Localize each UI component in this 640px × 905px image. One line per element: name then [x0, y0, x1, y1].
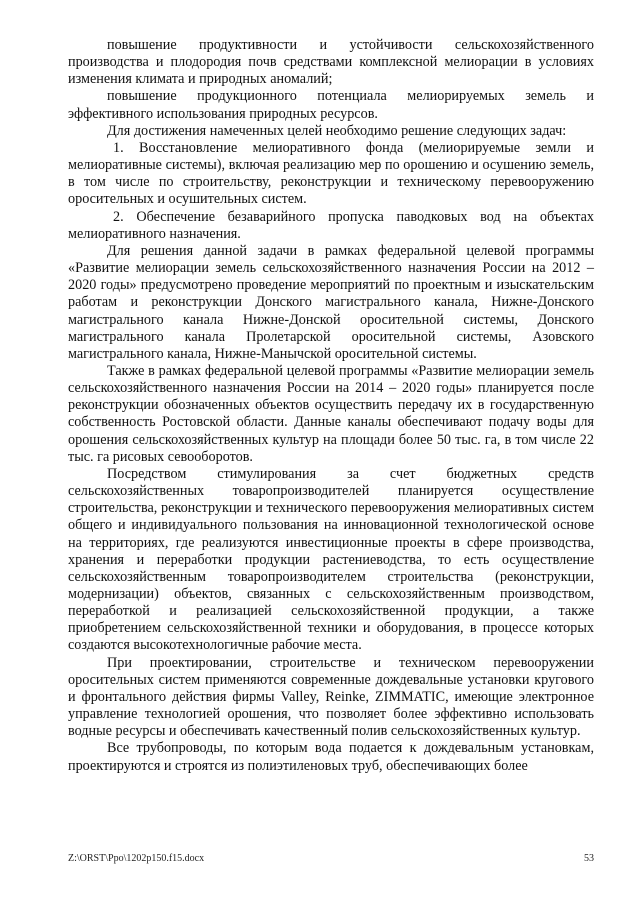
- paragraph-task-2: 2. Обеспечение безаварийного пропуска паводковых вод на объектах мелиоративного назначения.: [68, 208, 594, 242]
- paragraph-goal-potential: повышение продукционного потенциала мелиорируемых земель и эффективного использования природных ресурсов.: [68, 88, 594, 122]
- paragraph-federal-program-2012: Для решения данной задачи в рамках федеральной целевой программы «Развитие мелиорации земель сельскохозяйственного назначения России на 2012 – 2020 годы» предусмотрено проведение мероприятий по проектным и изыскательским работам и реконструкции Донского магистрального канала, Нижне-Донского магистрального канала Нижне-Донской оросительной системы, Донского магистрального канала Пролетарской оросительной системы, Азовского магистрального канала, Нижне-Манычской оросительной системы.: [68, 242, 594, 362]
- paragraph-goal-productivity: повышение продуктивности и устойчивости сельскохозяйственного производства и плодородия почв средствами комплексной мелиорации в условиях изменения климата и природных аномалий;: [68, 37, 594, 88]
- footer-file-path: Z:\ORST\Ppo\1202p150.f15.docx: [68, 853, 205, 864]
- footer-page-number: 53: [584, 853, 594, 864]
- paragraph-tasks-intro: Для достижения намеченных целей необходимо решение следующих задач:: [107, 122, 567, 139]
- paragraph-task-1: 1. Восстановление мелиоративного фонда (мелиорируемые земли и мелиоративные системы), включая реализацию мер по орошению и осушению земель, в том числе по строительству, реконструкции и техническому перевооружению оросительных и осушительных систем.: [68, 139, 594, 208]
- body-text: [68, 37, 594, 775]
- paragraph-federal-program-2014: Также в рамках федеральной целевой программы «Развитие мелиорации земель сельскохозяйственного назначения России на 2014 – 2020 годы» планируется после реконструкции обозначенных объектов осуществить передачу их в государственную собственность Ростовской области. Данные каналы обеспечивают подачу воды для орошения сельскохозяйственных культур на площади более 50 тыс. га, в том числе 22 тыс. га рисовых севооборотов.: [68, 362, 594, 465]
- paragraph-sprinkler-systems: При проектировании, строительстве и техническом перевооружении оросительных систем применяются современные дождевальные установки кругового и фронтального действия фирмы Valley, Reinke, ZIMMATIC, имеющие электронное управление технологией орошения, что позволяет более эффективно использовать водные ресурсы и обеспечивать качественный полив сельскохозяйственных культур.: [68, 654, 594, 740]
- paragraph-pipelines: Все трубопроводы, по которым вода подается к дождевальным установкам, проектируются и строятся из полиэтиленовых труб, обеспечивающих более: [68, 740, 594, 774]
- paragraph-budget-stimulation: Посредством стимулирования за счет бюджетных средств сельскохозяйственных товаропроизводителей планируется осуществление строительства, реконструкции и технического перевооружения мелиоративных систем общего и индивидуального пользования на инновационной технологической основе на территориях, где реализуются инвестиционные проекты в сфере производства, хранения и переработки продукции растениеводства, то есть осуществление сельскохозяйственным товаропроизводителем строительства (реконструкции, модернизации) объектов, связанных с сельскохозяйственным производством, переработкой и реализацией сельскохозяйственной продукции, а также приобретением сельскохозяйственной техники и оборудования, в процессе которых создаются высокотехнологичные рабочие места.: [68, 465, 594, 654]
